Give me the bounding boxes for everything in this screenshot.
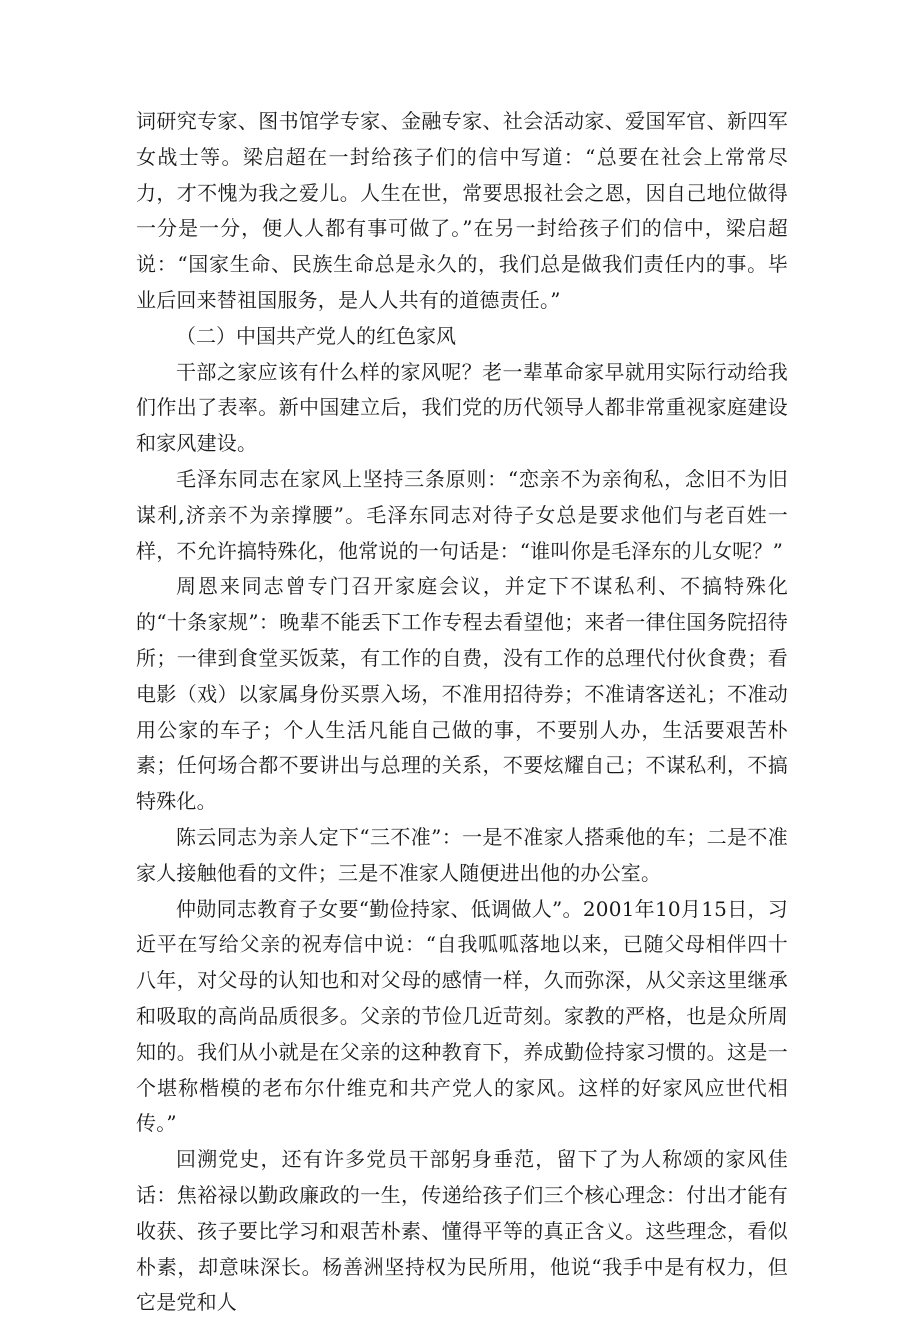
- paragraph-zhongxun-letter: 仲勋同志教育子女要“勤俭持家、低调做人”。2001年10月15日，习近平在写给父亲的祝寿信中说：“自我呱呱落地以来，已随父母相伴四十八年，对父母的认知也和对父母的感情一样，久而弥深，从父亲这里继承和吸取的高尚品质很多。父亲的节俭几近苛刻。家教的严格，也是众所周知的。我们从小就是在父亲的这种教育下，养成勤俭持家习惯的。这是一个堪称楷模的老布尔什维克和共产党人的家风。这样的好家风应世代相传。”: [136, 896, 788, 1136]
- paragraph-liang-qichao-letters: 词研究专家、图书馆学专家、金融专家、社会活动家、爱国军官、新四军女战士等。梁启超在一封给孩子们的信中写道：“总要在社会上常常尽力，才不愧为我之爱儿。人生在世，常要思报社会之恩，因自己地位做得一分是一分，便人人都有事可做了。”在另一封给孩子们的信中，梁启超说：“国家生命、民族生命总是永久的，我们总是做我们责任内的事。毕业后回来替祖国服务，是人人共有的道德责任。”: [136, 109, 788, 312]
- paragraph-party-history-examples: 回溯党史，还有许多党员干部躬身垂范，留下了为人称颂的家风佳话：焦裕禄以勤政廉政的一生，传递给孩子们三个核心理念：付出才能有收获、孩子要比学习和艰苦朴素、懂得平等的真正含义。这些理念，看似朴素，却意味深长。杨善洲坚持权为民所用，他说“我手中是有权力，但它是党和人: [136, 1147, 788, 1315]
- paragraph-cadre-family-tradition: 干部之家应该有什么样的家风呢？老一辈革命家早就用实际行动给我们作出了表率。新中国建立后，我们党的历代领导人都非常重视家庭建设和家风建设。: [136, 359, 788, 456]
- section-heading-red-family-tradition: （二）中国共产党人的红色家风: [176, 323, 456, 348]
- paragraph-mao-zedong-principles: 毛泽东同志在家风上坚持三条原则：“恋亲不为亲徇私，念旧不为旧谋利,济亲不为亲撑腰”。毛泽东同志对待子女总是要求他们与老百姓一样，不允许搞特殊化，他常说的一句话是：“谁叫你是毛泽东的儿女呢？”: [136, 466, 788, 563]
- paragraph-chen-yun-three-nos: 陈云同志为亲人定下“三不准”：一是不准家人搭乘他的车；二是不准家人接触他看的文件；三是不准家人随便进出他的办公室。: [136, 824, 788, 885]
- document-page: [136, 104, 788, 1321]
- paragraph-zhou-enlai-family-rules: 周恩来同志曾专门召开家庭会议，并定下不谋私利、不搞特殊化的“十条家规”：晚辈不能丢下工作专程去看望他；来者一律住国务院招待所；一律到食堂买饭菜，有工作的自费，没有工作的总理代付伙食费；看电影（戏）以家属身份买票入场，不准用招待券；不准请客送礼；不准动用公家的车子；个人生活凡能自己做的事，不要别人办，生活要艰苦朴素；任何场合都不要讲出与总理的关系，不要炫耀自己；不谋私利，不搞特殊化。: [136, 574, 788, 814]
